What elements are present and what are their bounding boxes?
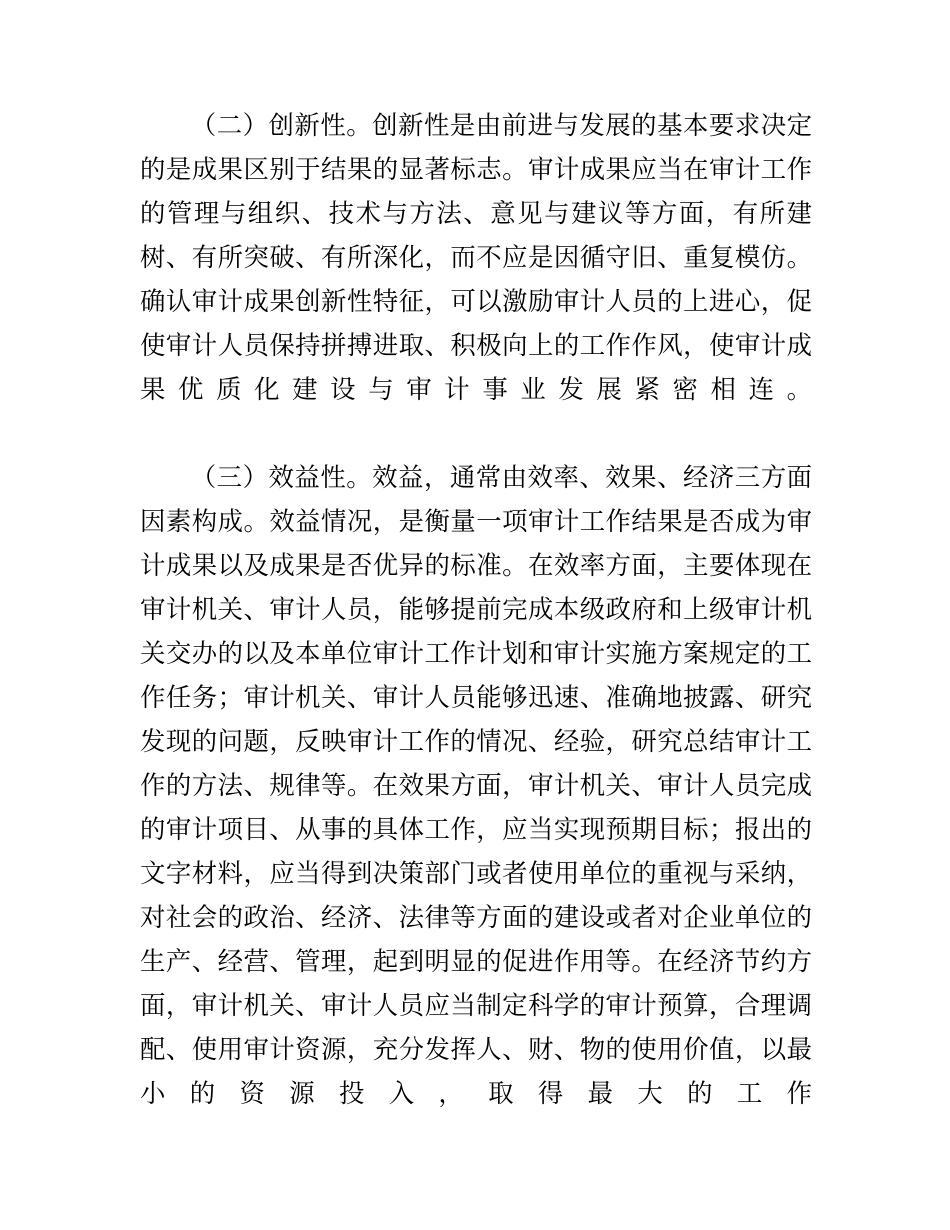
paragraph-innovation: （二）创新性。创新性是由前进与发展的基本要求决定的是成果区别于结果的显著标志。审计成果应当在审计工作的管理与组织、技术与方法、意见与建议等方面，有所建树、有所突破、有所深化，而不应是因循守旧、重复模仿。确认审计成果创新性特征，可以激励审计人员的上进心，促使审计人员保持拼搏进取、积极向上的工作作风，使审计成果优质化建设与审计事业发展紧密相连。 xyxy=(140,112,812,404)
paragraph-effectiveness: （三）效益性。效益，通常由效率、效果、经济三方面因素构成。效益情况，是衡量一项审计工作结果是否成为审计成果以及成果是否优异的标准。在效率方面，主要体现在审计机关、审计人员，能够提前完成本级政府和上级审计机关交办的以及本单位审计工作计划和审计实施方案规定的工作任务；审计机关、审计人员能够迅速、准确地披露、研究发现的问题，反映审计工作的情况、经验，研究总结审计工作的方法、规律等。在效果方面，审计机关、审计人员完成的审计项目、从事的具体工作，应当实现预期目标；报出的文字材料，应当得到决策部门或者使用单位的重视与采纳，对社会的政治、经济、法律等方面的建设或者对企业单位的生产、经营、管理，起到明显的促进作用等。在经济节约方面，审计机关、审计人员应当制定科学的审计预算，合理调配、使用审计资源，充分发挥人、财、物的使用价值，以最小的资源投入，取得最大的工作 xyxy=(140,464,812,1108)
document-body xyxy=(140,104,812,1160)
